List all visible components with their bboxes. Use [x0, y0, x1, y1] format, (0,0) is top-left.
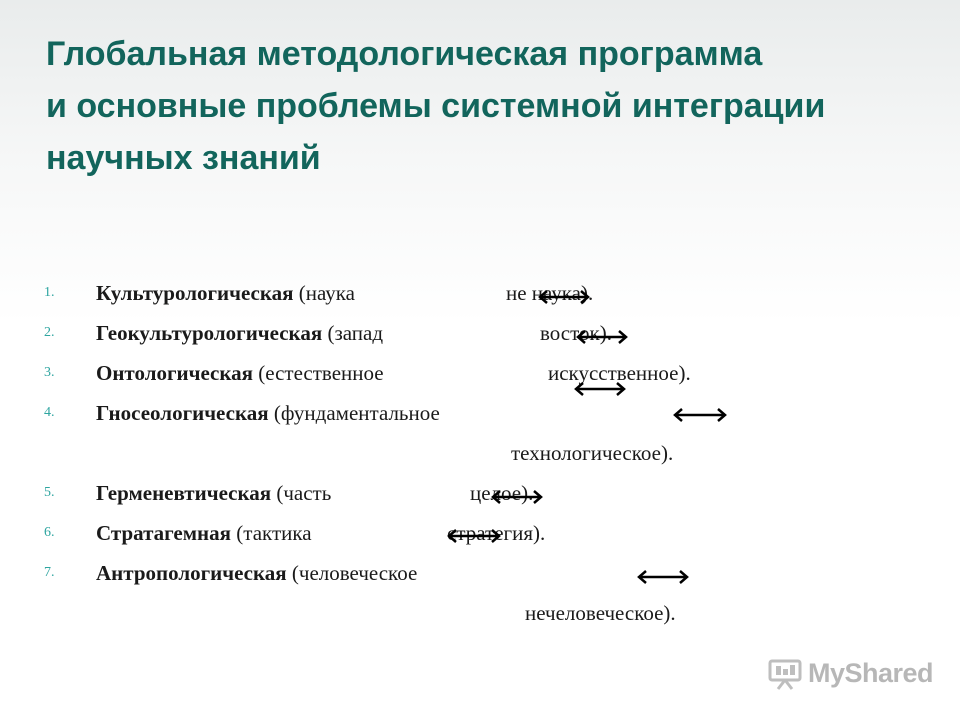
item-term: Антропологическая: [96, 561, 287, 585]
item-left: (фундаментальное: [273, 401, 440, 425]
item-right: искусственное).: [548, 361, 691, 385]
list-item: [0, 401, 960, 431]
item-text: [96, 561, 417, 586]
item-number: 3.: [44, 365, 55, 380]
item-left: (человеческое: [291, 561, 418, 585]
double-headed-arrow-icon: [446, 529, 502, 543]
item-term: Культурологическая: [96, 281, 294, 305]
item-right: целое).: [470, 481, 534, 505]
item-term: Гносеологическая: [96, 401, 269, 425]
title-line-2: и основные проблемы системной интеграции: [46, 87, 826, 125]
item-number: 4.: [44, 405, 55, 420]
item-right: восток).: [540, 321, 612, 345]
item-left: (тактика: [236, 521, 312, 545]
watermark-text: MyShared: [808, 658, 934, 688]
list-item: [0, 281, 960, 311]
item-number: 6.: [44, 525, 55, 540]
list-item: [0, 561, 960, 591]
slide-title: [46, 28, 926, 184]
item-text: [96, 481, 331, 506]
double-headed-arrow-icon: [575, 330, 629, 344]
item-right: нечеловеческое).: [525, 601, 676, 625]
item-text: [96, 521, 312, 546]
item-number: 2.: [44, 325, 55, 340]
item-left: (естественное: [258, 361, 384, 385]
item-left: (часть: [276, 481, 332, 505]
list-item: [0, 361, 960, 391]
item-left: (наука: [298, 281, 355, 305]
item-number: 7.: [44, 565, 55, 580]
item-term: Герменевтическая: [96, 481, 272, 505]
item-text: [96, 321, 383, 346]
double-headed-arrow-icon: [490, 490, 544, 504]
list-item: [0, 321, 960, 351]
double-headed-arrow-icon: [537, 290, 591, 304]
item-term: Геокультурологическая: [96, 321, 323, 345]
list-item: [0, 481, 960, 511]
presentation-board-icon: [768, 658, 802, 695]
title-line-1: Глобальная методологическая программа: [46, 35, 763, 73]
item-term: Онтологическая: [96, 361, 253, 385]
item-text: [96, 361, 384, 386]
item-left: (запад: [327, 321, 384, 345]
item-text: [96, 401, 440, 426]
myshared-watermark: [768, 656, 938, 692]
item-number: 1.: [44, 285, 55, 300]
double-headed-arrow-icon: [573, 382, 627, 396]
item-term: Стратагемная: [96, 521, 232, 545]
double-headed-arrow-icon: [672, 408, 728, 422]
list-item: [0, 521, 960, 551]
item-right: не наука).: [506, 281, 594, 305]
title-line-3: научных знаний: [46, 139, 321, 177]
item-text: [96, 281, 355, 306]
double-headed-arrow-icon: [636, 570, 690, 584]
item-right: стратегия).: [447, 521, 546, 545]
item-number: 5.: [44, 485, 55, 500]
item-right: технологическое).: [511, 441, 674, 465]
